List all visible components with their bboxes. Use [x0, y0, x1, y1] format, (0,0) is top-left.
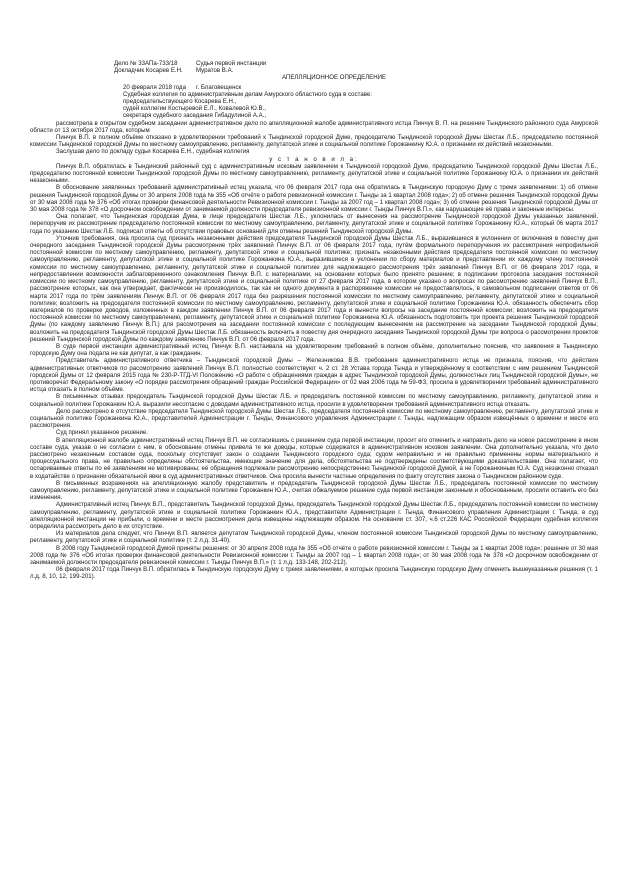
document-title: АПЕЛЛЯЦИОННОЕ ОПРЕДЕЛЕНИЕ [281, 74, 387, 82]
intro-paragraph: Заслушав дело по докладу судьи Косарева Е.Н., судебная коллегия [56, 148, 250, 156]
body-paragraph: Уточнив требования, она просила суд признать незаконными действия председателя Тындинской городской Думы Шестак Л.Б., выразившиеся в уклонении от включения в повестку дня очередного заседания Тындинской городской Думы рассмотрение трёх заявлений Пинчук В.П. от 06 февраля 2017 года, путём формального перепоручения их рассмотрения непрофильной постоянной комиссии по местному самоуправлению, регламенту, депутатской этике и социальной политике; признать незаконными действия председателя постоянной комиссии по местному самоуправлению, регламенту, депутатской этике и социальной политике Горожанкина Ю.А., выразившиеся в уклонении по сбору материалов и представлении их каждому члену постоянной комиссии по местному самоуправлению, регламенту, депутатской этике и социальной политике для надлежащего рассмотрения трёх заявлений Пинчук В.П. от 06 февраля 2017 года, в непредоставлении возможности заблаговременного ознакомления Пинчук В.П. с материалами, на основании которых было принято решение; в подписании протокола заседания постоянной комиссии по местному самоуправлению, регламенту, депутатской этике и социальной политике от 27 февраля 2017 года, в котором указано о вопросах по рассмотрению заявлений Пинчук В.П., рассмотрение которых, как она утверждает, фактически не производилось, так как ни одного документа в распоряжение комиссии не предоставлялось, в самовольном подписании ответов от 06 марта 2017 года по трём заявлениям Пинчук В.П. от 06 февраля 2017 года без разрешения постоянной комиссии по местному самоуправлению, регламенту, депутатской этике и социальной политике; возложить на председателя постоянной комиссии по местному самоуправлению, регламенту, депутатской этике и социальной политике Горожанкина Ю.А. обязанность обеспечить сбор материалов по проверке доводов, изложенных в каждом заявлении Пинчук В.П. от 06 февраля 2017 года и вынести вопросы на заседание постоянной комиссии; возложить на председателя постоянной комиссии по местному самоуправлению, регламенту, депутатской этике и социальной политике Горожанкина Ю.А. обязанность подготовить три проекта решения Тындинской городской Думы (по каждому заявлению Пинчук В.П.) для рассмотрения на заседании постоянной комиссии с последующим вынесением на рассмотрение на заседании Тындинской городской Думы; возложить на председателя Тындинской городской Думы Шестак Л.Б. обязанность включить в повестку дня очередного заседания Тындинской городской Думы три вопроса о рассмотрении проектов решений Тындинской городской Думы по каждому заявлению Пинчук В.П. от 06 февраля 2017 года. [30, 234, 598, 343]
body-paragraph: В письменных возражениях на апелляционную жалобу представитель и председатель Тындинской городской Думы Шестак Л.Б., председатель постоянной комиссии по местному самоуправлению, регламенту, депутатской этике и социальной политике Горожанкин Ю.А., считая обжалуемое решение суда первой инстанции законным и обоснованным, просили оставить его без изменения. [30, 479, 598, 502]
body-paragraph: В апелляционной жалобе административный истец Пинчук В.П. не согласившись с решением суда первой инстанции, просит его отменить и направить дело на новое рассмотрение в ином составе суда, указав о не согласии с ним, в обоснование отмены привела те же доводы, которые содержатся в административном исковом заявлении. Она дополнительно указала, что дело рассмотрено незаконным составом суда, поскольку отсутствует закон о создании Тындинского городского суда; судом неправильно и не правильно применены нормы материального и процессуального права, не правильно определены обстоятельства, имеющие значение для дела, обстоятельства не подтверждены соответствующими доказательствами. Она полагает, что оспариваемые ответы по её заявлениям не мотивированы; её обращения подлежали рассмотрению непосредственно Тындинской городской Думой, а не Горожанкиным Ю.А. Суд незаконно отказал в ходатайстве о признании обязательной явки в суд административных ответчиков. Она просила вынести частные определения по факту отсутствия закона о Тындинском районном суде. [30, 436, 598, 480]
ustanovila-heading: у с т а н о в и л а: [269, 155, 359, 163]
composition-line: Судебная коллегия по административным делам Амурского областного суда в составе: [123, 90, 372, 98]
body-paragraph: Суд принял указанное решение. [56, 429, 148, 437]
intro-paragraph: рассмотрела в открытом судебном заседании административное дело по апелляционной жалобе административного истца Пинчук В. П. на решение Тындинского районного суда Амурской области от 13 октября 2017 года, которым [30, 119, 598, 134]
case-meta-row-2 [30, 67, 598, 74]
composition-line: секретаря судебного заседания Гибадулиной А.А., [123, 112, 267, 120]
body-paragraph: Пинчук В.П. обратилась в Тындинский районный суд с административным исковым заявлением к Тындинской городской Думе, председателю Тындинской городской Думы Шестак Л.Б., председателю постоянной комиссии Тындинской городской Думы по местному самоуправлению, регламенту, депутатской этике и социальной политике Горожанкину Ю.А. о признании их действий незаконными. [30, 162, 598, 185]
body-paragraph: В суде первой инстанции административный истец Пинчук В.П. настаивала на удовлетворении требований в полном объёме, дополнительно пояснив, что заявления в Тындинскую городскую Думу она подала не как депутат, а как гражданин. [30, 342, 598, 358]
body-paragraph: В письменных отзывах председатель Тындинской городской Думы Шестак Л.Б. и председатель постоянной комиссии по местному самоуправлению, регламенту, депутатской этике и социальной политике Горожанкин Ю.А. выразили несогласие с доводами административного истца, просили в удовлетворении требований административного истца отказать. [30, 393, 598, 408]
body-paragraph: В 2008 году Тындинской городской Думой приняты решения: от 30 апреля 2008 года № 355 «Об отчёте о работе ревизионной комиссии г. Тынды за 1 квартал 2008 года»; решение от 30 мая 2008 года № 376 «Об итогах проверки финансовой деятельности Ревизионной комиссии г. Тынды за 2007 год – 1 квартал 2008 года»; от 30 мая 2008 года № 378 «О досрочном освобождении от занимаемой должности председателя ревизионной комиссии г. Тынды Пинчук В.П.» (т. 1 л.д. 133-148, 202-212). [30, 544, 598, 567]
decision-city: г. Благовещенск [196, 83, 242, 91]
body-paragraph: В обоснование заявленных требований административный истец указала, что 06 февраля 2017 года она обратилась в Тындинскую городскую Думу с тремя заявлениями: 1) об отмене решения Тындинской городской Думы от 30 апреля 2008 года № 355 «Об отчёте о работе ревизионной комиссии г. Тынды за 1 квартал 2008 года»; 2) об отмене решения Тындинской городской Думы от 30 мая 2008 года № 376 «Об итогах проверки финансовой деятельности Ревизионной комиссии г. Тынды за 2007 год – 1 квартал 2008 года»; 3) об отмене решения Тындинской городской Думы от 30 мая 2008 года № 378 «О досрочном освобождении от занимаемой должности председателя ревизионной комиссии г. Тынды Пинчук В.П.», как нарушающие её права и законные интересы. [30, 184, 598, 214]
body-paragraph: Административный истец Пинчук В.П., представитель Тындинской городской Думы, председатель Тындинской городской Думы Шестак Л.Б., председатель постоянной комиссии по местному самоуправлению, регламенту, депутатской этике и социальной политике Горожанкин Ю.А., представители Администрации г. Тында, Финансового управления Администрации г. Тында, в суд апелляционной инстанции не прибыли, о времени и месте рассмотрения дела извещены надлежащим образом. На основании ст. 307, ч.6 ст.226 КАС Российской Федерации судебная коллегия определила рассмотреть дело в их отсутствие. [30, 501, 598, 530]
body-paragraph: Дело рассмотрено в отсутствие председателя Тындинской городской Думы Шестак Л.Б., председателя постоянной комиссии по местному самоуправлению, регламенту, депутатской этике и социальной политике Горожанкина Ю.А., представителей Администрации г. Тынды, Финансового управления Администрации г. Тынды, надлежащим образом извещённых о времени и месте его рассмотрения. [30, 407, 598, 430]
case-meta-row-1 [30, 60, 598, 67]
date-city-row [30, 84, 598, 91]
composition-line: председательствующего Косарева Е.Н., [123, 98, 237, 106]
body-paragraph: 06 февраля 2017 года Пинчук В.П. обратилась в Тындинскую городскую Думу с тремя заявлениями, в которых просила Тындинскую городскую Думу отменить вышеуказанные решения (т. 1 л.д. 8, 10, 12, 199-201). [30, 566, 598, 581]
case-number: Дело № 33АПа-733/18 [114, 60, 178, 67]
decision-date: 20 февраля 2018 года [123, 83, 186, 91]
body-paragraph: Из материалов дела следует, что Пинчук В.П. является депутатом Тындинской городской Думы, членом постоянной комиссии Тындинской городской Думы по местному самоуправлению, регламенту, депутатской этике и социальной политике (т. 2 л.д. 31-40). [30, 530, 598, 545]
intro-paragraph: Пинчук В.П. в полном объёме отказано в удовлетворении требований к Тындинской городской Думе, председателю Тындинской городской Думы Шестак Л.Б., председателю постоянной комиссии Тындинской городской Думы по местному самоуправлению, регламенту, депутатской этике и социальной политике Горожанкину Ю.А. о признании их действий незаконными. [30, 134, 598, 149]
body-paragraph: Она полагает, что Тындинская городская Дума, в лице председателя Шестак Л.Б., уклонилась от вынесения на рассмотрение Тындинской городской Думы указанных заявлений, перепоручив их рассмотрение председателю постоянной комиссии по местному самоуправлению, регламенту, депутатской этике и социальной политике Горожанкину Ю.А., который 06 марта 2017 года по указанию Шестак Л.Б. подписал ответы об отсутствии правовых оснований для отмены решений Тындинской городской Думы. [30, 213, 598, 235]
body-paragraph: Представитель административного ответчика – Тындинской городской Думы – Железникова В.В. требования административного истца не признала, пояснив, что действия административных ответчиков по рассмотрению заявлений Пинчук В.П. полностью соответствуют ч. 2 ст. 28 Устава города Тында и утверждённому в соответствии с ним решением Тындинской городской Думы от 12 февраля 2015 года № 230-Р-ТГД-VI Положению «О работе с обращениями граждан в адрес Тындинской городской Думы, должностных лиц Тындинской городской Думы», не противоречат Федеральному закону «О порядке рассмотрения обращений граждан Российской Федерации» от 02 мая 2006 года № 59-ФЗ, просила в удовлетворении требований административного истца отказать в полном объёме. [30, 357, 598, 394]
court-composition [30, 91, 598, 120]
first-instance-judge: Муратов В.А. [196, 67, 234, 75]
first-instance-label: Судья первой инстанции [196, 60, 267, 67]
speaker: Докладчик Косарев Е.Н. [114, 67, 183, 75]
composition-line: судей коллегии Костыревой Е.Л., Ковалевой Ю.В., [123, 105, 266, 113]
